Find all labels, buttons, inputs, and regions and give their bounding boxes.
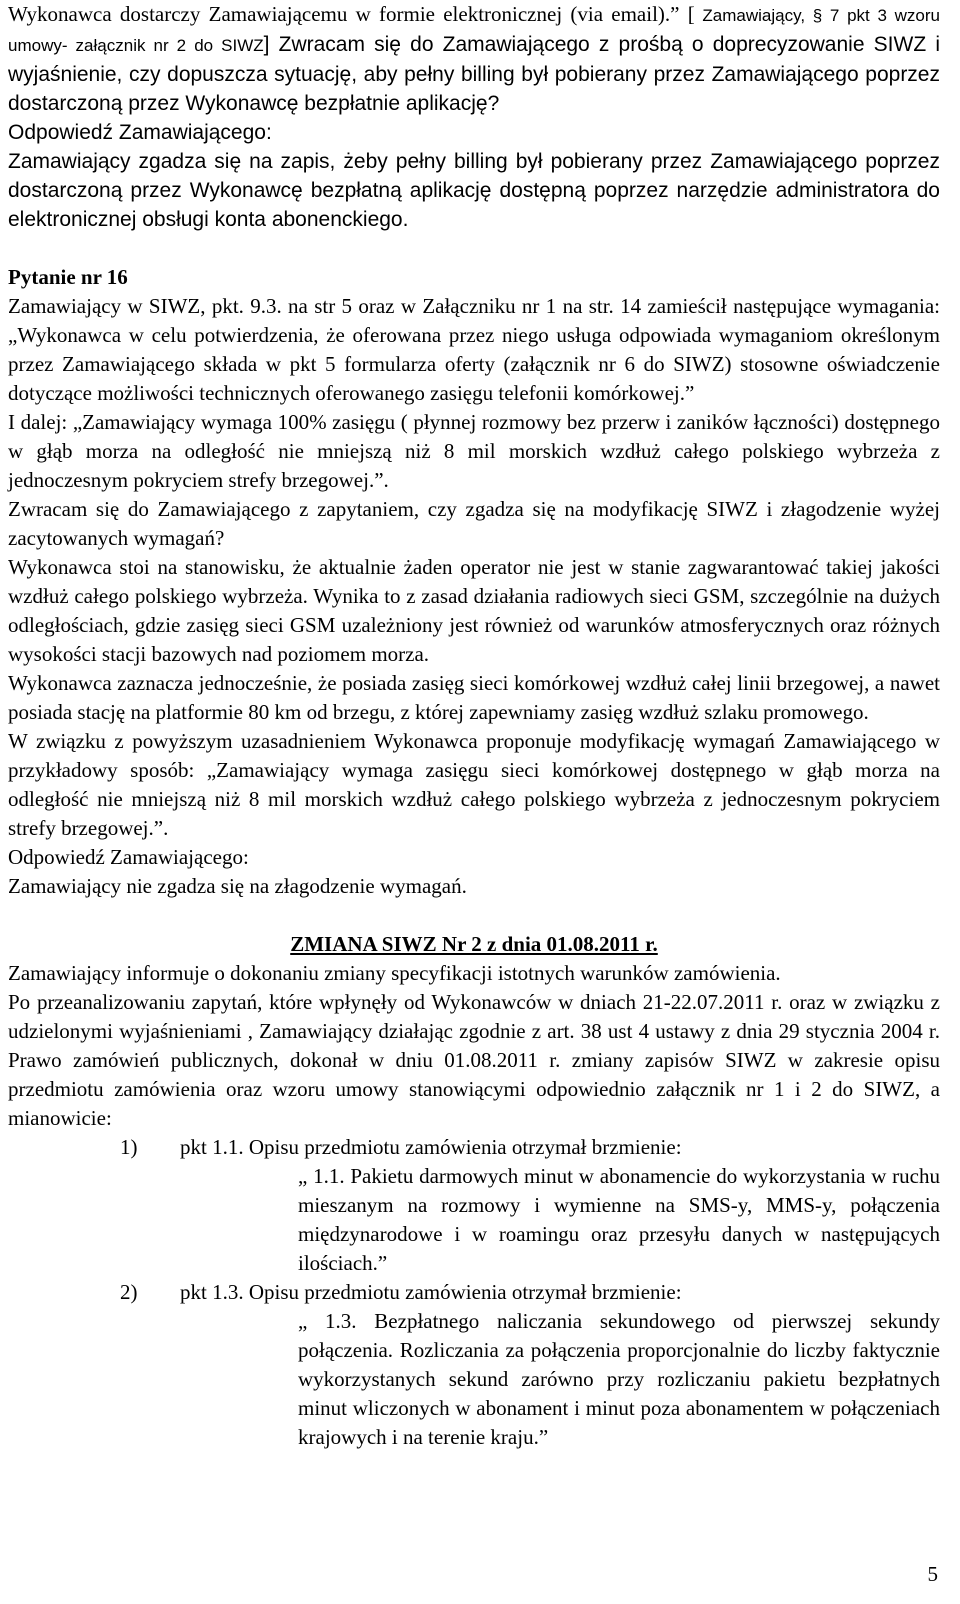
intro-paragraph (8, 0, 940, 118)
amendment-quote-1: „ 1.1. Pakietu darmowych minut w abonamencie do wykorzystania w ruchu mieszanym na rozmowy i wymienne na SMS-y, MMS-y, połączenia międzynarodowe i w roamingu oraz przesyłu danych w następujących ilościach.” (298, 1164, 940, 1275)
amendment-heading: ZMIANA SIWZ Nr 2 z dnia 01.08.2011 r. (290, 932, 658, 956)
document-page (8, 0, 940, 1452)
amendment-quote-2: „ 1.3. Bezpłatnego naliczania sekundowego od pierwszej sekundy połączenia. Rozliczania za połączenia proporcjonalnie do liczby faktycznie wykorzystanych sekund zarówno przy rozliczaniu pakietu bezpłatnych minut wliczonych w abonament i minut poza abonamentem w połączeniach krajowych i na terenie kraju.” (298, 1309, 940, 1449)
question16-paragraph-1: Zamawiający w SIWZ, pkt. 9.3. na str 5 oraz w Załączniku nr 1 na str. 14 zamieścił następujące wymagania: „Wykonawca w celu potwierdzenia, że oferowana przez niego usługa odpowiada wymaganiom określonym przez Zamawiającego składa w pkt 5 formularza oferty (załącznik nr 6 do SIWZ) stosowne oświadczenie dotyczące możliwości technicznych oferowanego zasięgu telefonii komórkowej.” (8, 294, 940, 405)
intro-text-c: ] Zwracam się do Zamawiającego z prośbą o doprecyzowanie SIWZ i wyjaśnienie, czy dopuszcza sytuację, aby pełny billing był pobierany przez Zamawiającego poprzez dostarczoną przez Wykonawcę bezpłatnie aplikację? (8, 33, 940, 115)
question16-paragraph-2: I dalej: „Zamawiający wymaga 100% zasięgu ( płynnej rozmowy bez przerw i zaników łączności) dostępnego w głąb morza na odległość nie mniejszą niż 8 mil morskich wzdłuż całego polskiego wybrzeża z jednoczesnym pokryciem strefy brzegowej.”. (8, 410, 940, 492)
amendment-paragraph-2: Po przeanalizowaniu zapytań, które wpłynęły od Wykonawców w dniach 21-22.07.2011 r. oraz w związku z udzielonymi wyjaśnieniami , Zamawiający działając zgodnie z art. 38 ust 4 ustawy z dnia 29 stycznia 2004 r. Prawo zamówień publicznych, dokonał w dniu 01.08.2011 r. zmiany zapisów SIWZ w zakresie opisu przedmiotu zamówienia oraz wzoru umowy stanowiącymi odpowiednio załącznik nr 1 i 2 do SIWZ, a mianowicie: (8, 990, 940, 1130)
question16-paragraph-6: W związku z powyższym uzasadnieniem Wykonawca proponuje modyfikację wymagań Zamawiającego w przykładowy sposób: „Zamawiający wymaga zasięgu sieci komórkowej dostępnego w głąb morza na odległość nie mniejszą niż 8 mil morskich wzdłuż całego polskiego wybrzeża z jednoczesnym pokryciem strefy brzegowej.”. (8, 729, 940, 840)
list-number: 1) (120, 1135, 138, 1159)
intro-text-a: Wykonawca dostarczy Zamawiającemu w formie elektronicznej (via email).” [ (8, 2, 695, 26)
answer2-text: Zamawiający nie zgadza się na złagodzenie wymagań. (8, 874, 467, 898)
amendment-list-item-2 (8, 1278, 940, 1307)
answer1-text: Zamawiający zgadza się na zapis, żeby pełny billing był pobierany przez Zamawiającego poprzez dostarczoną przez Wykonawcę bezpłatną aplikację dostępną poprzez narzędzie administratora do elektronicznej obsługi konta abonenckiego. (8, 150, 940, 231)
intro-reference: Zamawiający, § 7 pkt 3 wzoru umowy- załącznik nr 2 do SIWZ (8, 6, 940, 55)
question16-paragraph-4: Wykonawca stoi na stanowisku, że aktualnie żaden operator nie jest w stanie zagwarantować takiej jakości wzdłuż całego polskiego wybrzeża. Wynika to z zasad działania radiowych sieci GSM, szczególnie na dużych odległościach, gdzie zasięg sieci GSM uzależniony jest również od warunków atmosferycznych oraz różnych wysokości stacji bazowych nad poziomem morza. (8, 555, 940, 666)
question16-title: Pytanie nr 16 (8, 265, 128, 289)
question16-paragraph-5: Wykonawca zaznacza jednocześnie, że posiada zasięg sieci komórkowej wzdłuż całej linii brzegowej, a nawet posiada stację na platformie 80 km od brzegu, z której zapewniamy zasięg wzdłuż szlaku promowego. (8, 671, 940, 724)
list-item-text: pkt 1.3. Opisu przedmiotu zamówienia otrzymał brzmienie: (180, 1280, 682, 1304)
spacer (8, 901, 940, 930)
list-item-text: pkt 1.1. Opisu przedmiotu zamówienia otrzymał brzmienie: (180, 1135, 682, 1159)
amendment-list-item-1 (8, 1133, 940, 1162)
list-number: 2) (120, 1280, 138, 1304)
amendment-paragraph-1: Zamawiający informuje o dokonaniu zmiany specyfikacji istotnych warunków zamówienia. (8, 961, 781, 985)
question16-paragraph-3: Zwracam się do Zamawiającego z zapytaniem, czy zgadza się na modyfikację SIWZ i złagodzenie wyżej zacytowanych wymagań? (8, 497, 940, 550)
answer1-label: Odpowiedź Zamawiającego: (8, 121, 272, 144)
page-number: 5 (927, 1562, 938, 1586)
answer2-label: Odpowiedź Zamawiającego: (8, 845, 249, 869)
spacer (8, 234, 940, 263)
